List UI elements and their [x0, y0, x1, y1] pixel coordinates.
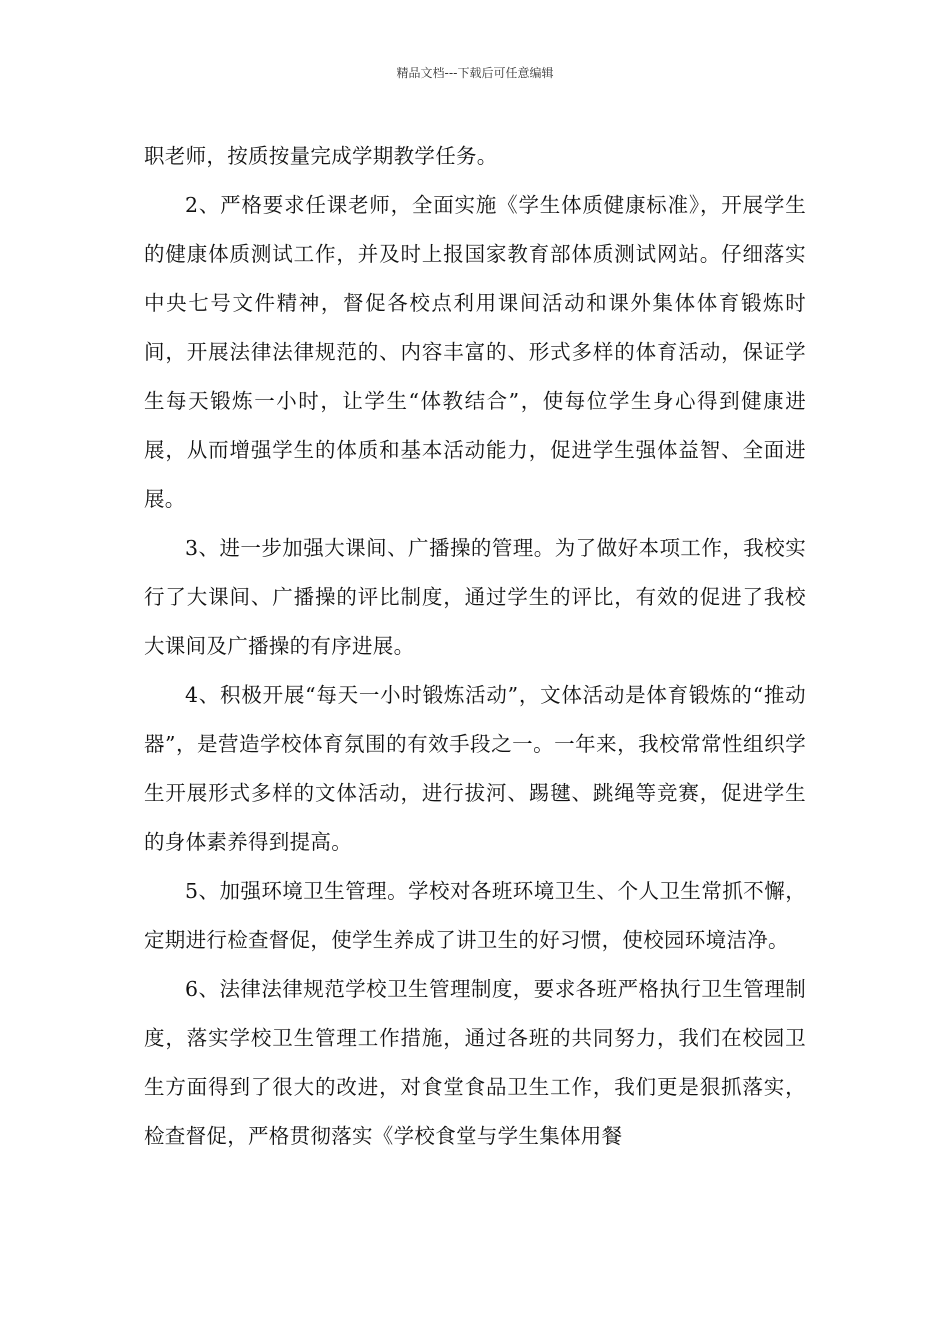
document-body [144, 132, 806, 1161]
paragraph-item-5: 5、加强环境卫生管理。学校对各班环境卫生、个人卫生常抓不懈，定期进行检查督促，使学生养成了讲卫生的好习惯，使校园环境洁净。 [144, 879, 806, 952]
page-header: 精品文档---下载后可任意编辑 [396, 66, 554, 80]
paragraph-item-2: 2、严格要求任课老师，全面实施《学生体质健康标准》，开展学生的健康体质测试工作，并及时上报国家教育部体质测试网站。仔细落实中央七号文件精神，督促各校点利用课间活动和课外集体体育锻炼时间，开展法律法律规范的、内容丰富的、形式多样的体育活动，保证学生每天锻炼一小时，让学生“体教结合”，使每位学生身心得到健康进展，从而增强学生的体质和基本活动能力，促进学生强体益智、全面进展。 [144, 193, 806, 511]
paragraph-item-3: 3、进一步加强大课间、广播操的管理。为了做好本项工作，我校实行了大课间、广播操的评比制度，通过学生的评比，有效的促进了我校大课间及广播操的有序进展。 [144, 536, 806, 658]
paragraph-item-6: 6、法律法律规范学校卫生管理制度，要求各班严格执行卫生管理制度，落实学校卫生管理工作措施，通过各班的共同努力，我们在校园卫生方面得到了很大的改进，对食堂食品卫生工作，我们更是狠抓落实，检查督促，严格贯彻落实《学校食堂与学生集体用餐 [144, 977, 806, 1148]
paragraph-item-4: 4、积极开展“每天一小时锻炼活动”，文体活动是体育锻炼的“推动器”，是营造学校体育氛围的有效手段之一。一年来，我校常常性组织学生开展形式多样的文体活动，进行拔河、踢毽、跳绳等竞赛，促进学生的身体素养得到提高。 [144, 683, 806, 854]
paragraph-continuation: 职老师，按质按量完成学期教学任务。 [144, 144, 498, 168]
